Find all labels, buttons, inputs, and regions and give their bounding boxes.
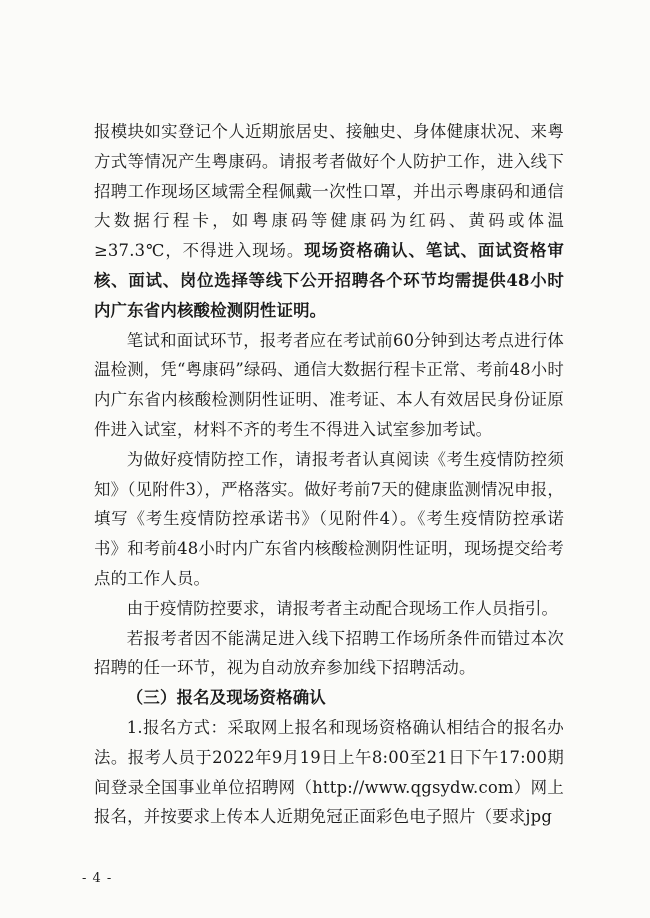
paragraph-abandon: 若报考者因不能满足进入线下招聘工作场所条件而错过本次招聘的任一环节，视为自动放弃参加线下招聘活动。 bbox=[94, 628, 564, 678]
paragraph-registration-method: 1.报名方式：采取网上报名和现场资格确认相结合的报名办法。报考人员于2022年9月19日上午8:00至21日下午17:00期间登录全国事业单位招聘网（http://www.qgsydw.com）网上报名，并按要求上传本人近期免冠正面彩色电子照片（要求jpg bbox=[94, 717, 564, 827]
document-body bbox=[94, 117, 564, 832]
paragraph-bold-text: 现场资格确认、笔试、面试资格审核、面试、岗位选择等线下公开招聘各个环节均需提供48小时内广东省内核酸检测阴性证明。 bbox=[94, 241, 564, 320]
page-number: - 4 - bbox=[82, 871, 113, 886]
paragraph-epidemic-notice: 为做好疫情防控工作，请报考者认真阅读《考生疫情防控须知》（见附件3），严格落实。做好考前7天的健康监测情况申报，填写《考生疫情防控承诺书》（见附件4）。《考生疫情防控承诺书》和考前48小时内广东省内核酸检测阴性证明，现场提交给考点的工作人员。 bbox=[94, 449, 564, 588]
paragraph-cooperate: 由于疫情防控要求，请报考者主动配合现场工作人员指引。 bbox=[126, 598, 559, 618]
paragraph-exam-entry: 笔试和面试环节，报考者应在考试前60分钟到达考点进行体温检测，凭“粤康码”绿码、通信大数据行程卡正常、考前48小时内广东省内核酸检测阴性证明、准考证、本人有效居民身份证原件进入试室，材料不齐的考生不得进入试室参加考试。 bbox=[94, 330, 564, 439]
paragraph-text: 报模块如实登记个人近期旅居史、接触史、身体健康状况、来粤方式等情况产生粤康码。请报考者做好个人防护工作，进入线下招聘工作现场区域需全程佩戴一次性口罩，并出示粤康码和通信大数据行程卡，如粤康码等健康码为红码、黄码或体温≥37.3℃，不得进入现场。 bbox=[94, 122, 564, 261]
paragraph-health-code bbox=[94, 117, 564, 326]
section-heading: （三）报名及现场资格确认 bbox=[126, 688, 326, 708]
